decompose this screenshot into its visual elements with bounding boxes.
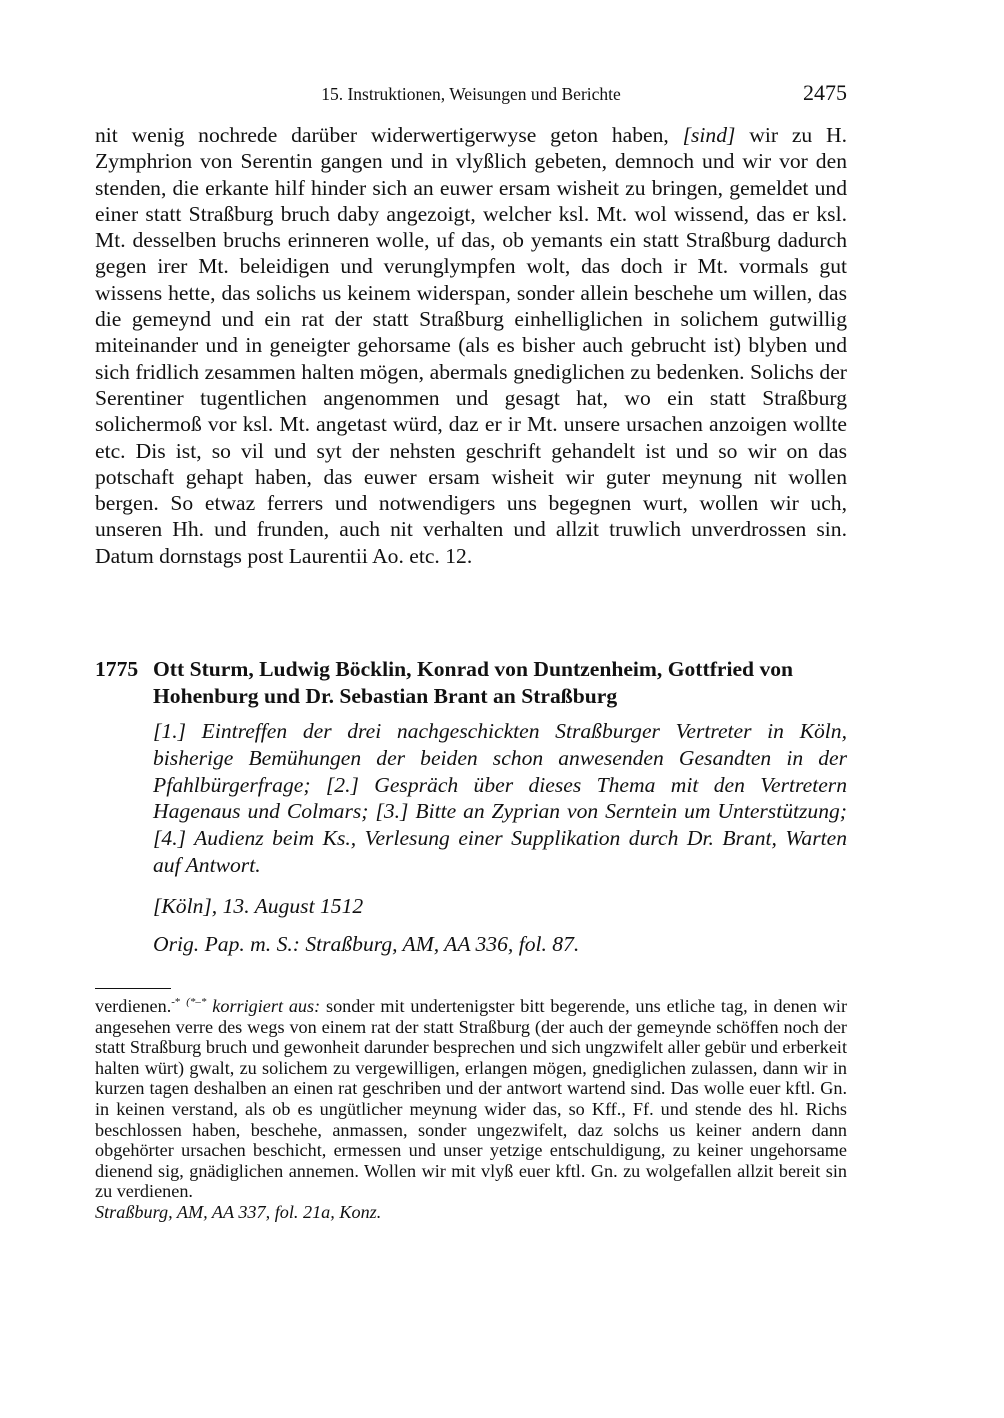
footnote-source: Straßburg, AM, AA 337, fol. 21a, Konz. <box>95 1201 382 1222</box>
entry-title: Ott Sturm, Ludwig Böcklin, Konrad von Duntzenheim, Gottfried von Hohenburg und Dr. Sebastian Brant an Straßburg <box>153 657 794 708</box>
document-entry <box>95 656 847 957</box>
entry-heading <box>95 656 847 710</box>
footnote-marker-open: (*–* <box>186 996 207 1008</box>
footnote-text: sonder mit undertenigster bitt begerende, uns etliche tag, in denen wir angesehen verre des wegs von einem rat der statt Straßburg (der auch der gemeynde schöffen noch der statt Straßburg bruch und gewonheit darunder besprechen und sich ungzwifelt aller gebür und erberkeit halten würt) gwalt, zu solichem zu vergewilligen, erlangen mögen, gnediglichen zulassen, dann wir in kurzen tagen deshalben an einen rat geschriben und der antwort wartend sind. Das wolle euer kftl. Gn. in keinen verstand, als ob es ungütlicher meynung wider das, so Kff., Ff. und stende des hl. Richs beschlossen haben, beschehe, anmassen, sonder ungezwifelt, daz solchs us keiner andern dann obgehörter ursachen beschicht, ermessen und unser yetzige entschuldigung, zu keiner ungehorsame dienend sig, gnädiglichen annemen. Wollen wir mit vlyß euer kftl. Gn. zu wolgefallen allzit bereit sin zu verdienen. <box>95 996 847 1202</box>
footnote-lead: verdienen. <box>95 996 172 1016</box>
entry-date: [Köln], 13. August 1512 <box>153 893 364 918</box>
body-text-rest: wir zu H. Zymphrion von Serentin gangen und in vlyßlich gebeten, demnoch und wir vor den stenden, die erkante hilf hinder sich an euwer ersam wisheit zu bringen, gemeldet und einer statt Straßburg bruch daby angezoigt, welcher ksl. Mt. wol wissend, das er ksl. Mt. desselben bruchs erinneren wolle, uf das, ob yemants ein statt Straßburg dadurch gegen irer Mt. beleidigen und verunglympfen wolt, das doch ir Mt. vormals gut wissens hette, das solichs us keinem widerspan, sonder allein beschehe um willen, das die gemeynd und ein rat der statt Straßburg einhelliglichen in solichem gutwillig miteinander und in geneigter gehorsame (als es bisher auch gebrucht ist) blyben und sich fridlich zesammen halten mögen, abermals gnediglichen zu bedenken. Solichs der Serentiner tugentlichen angenommen und gesagt hat, wo ein statt Straßburg solichermoß vor ksl. Mt. angetast würd, daz er ir Mt. unsere ursachen anzoigen wollte etc. Dis ist, so vil und syt der nehsten geschrift gehandelt ist und so wir on das potschaft gehapt haben, das euwer ersam wisheit wir guter meynung nit wollen bergen. So etwaz ferrers und notwendigers uns begegnen wurt, wollen wir uch, unseren Hh. und frunden, auch nit verhalten und allzit truwlich unverdrossen sin. Datum dornstags post Laurentii Ao. etc. 12. <box>95 123 847 568</box>
footnote <box>95 996 847 1223</box>
page-number: 2475 <box>803 80 847 105</box>
footnote-marker-close: -* <box>171 996 181 1008</box>
running-header <box>95 80 847 108</box>
editorial-insertion: [sind] <box>682 123 736 147</box>
body-text-start: nit wenig nochrede darüber widerwertigerwyse geton haben, <box>95 123 683 147</box>
header-title: 15. Instruktionen, Weisungen und Berichte <box>321 84 621 104</box>
footnote-divider <box>95 988 171 989</box>
entry-number: 1775 <box>95 657 139 681</box>
body-paragraph <box>95 122 847 569</box>
footnote-label: korrigiert aus: <box>212 996 321 1016</box>
entry-summary: [1.] Eintreffen der drei nachgeschickten Straßburger Vertreter in Köln, bisherige Bemühungen der beiden schon anwesenden Gesandten in der Pfahlbürgerfrage; [2.] Gespräch über dieses Thema mit den Vertretern Hagenaus und Colmars; [3.] Bitte an Zyprian von Serntein um Unterstützung; [4.] Audienz beim Ks., Verlesung einer Supplikation durch Dr. Brant, Warten auf Antwort. <box>153 719 847 877</box>
entry-body <box>153 718 847 957</box>
entry-source: Orig. Pap. m. S.: Straßburg, AM, AA 336, fol. 87. <box>153 931 580 956</box>
